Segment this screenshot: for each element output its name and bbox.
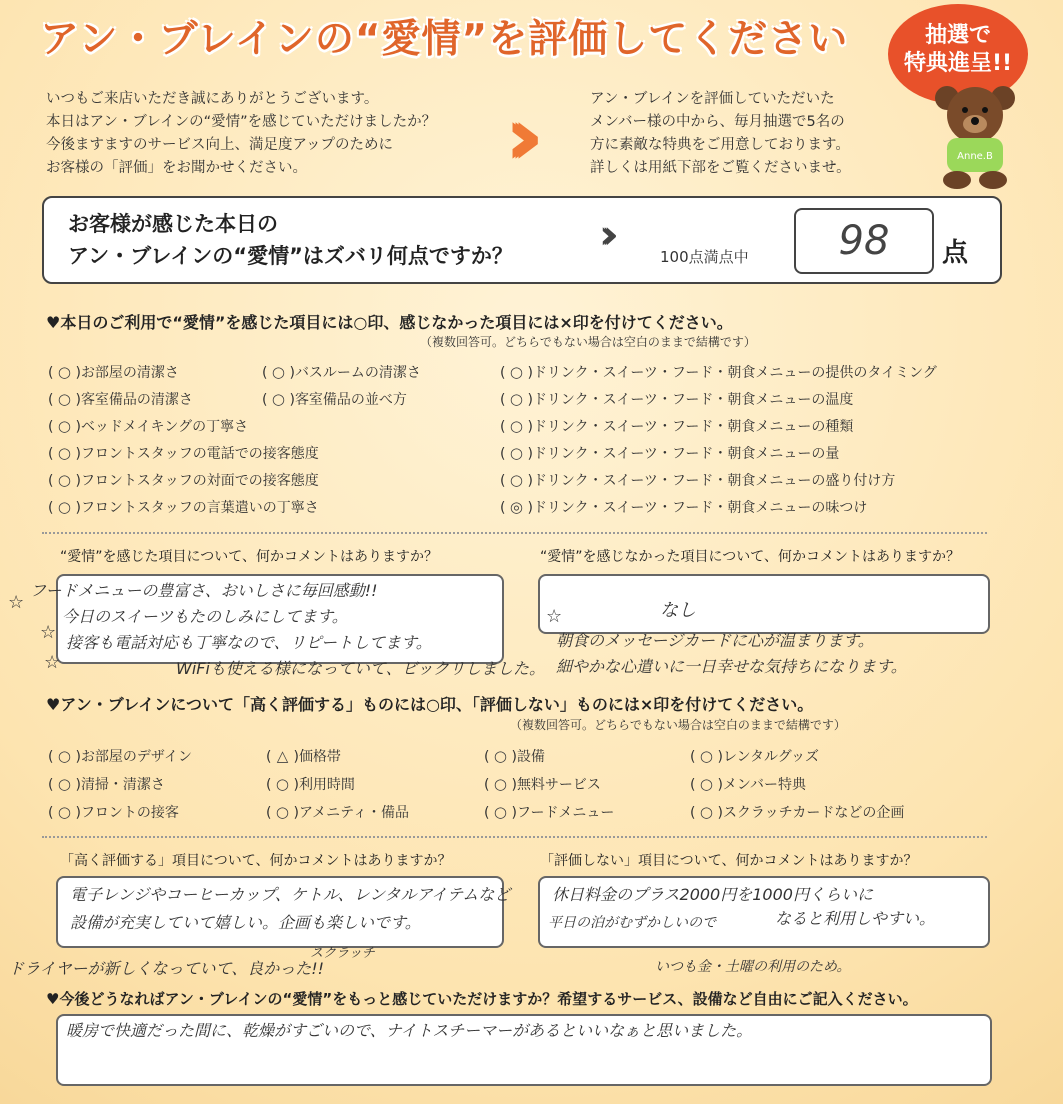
- score-question: [68, 208, 513, 272]
- handwritten-line: なると利用しやすい。: [775, 909, 936, 928]
- intro-left: [46, 88, 516, 180]
- checkbox-item[interactable]: ( ○ )バスルームの清潔さ: [262, 363, 421, 381]
- star-icon: ☆: [546, 606, 563, 627]
- item-label: 客室備品の清潔さ: [80, 392, 193, 408]
- handwritten-line: 朝食のメッセージカードに心が温まります。: [556, 631, 874, 650]
- intro-right-line: アン・ブレインを評価していただいた: [590, 91, 835, 107]
- comment-love-label: “愛情”を感じた項目について、何かコメントはありますか？: [60, 549, 438, 565]
- comment-low-label: 「評価しない」項目について、何かコメントはありますか？: [540, 853, 918, 869]
- item-label: 無料サービス: [516, 777, 601, 793]
- mark: ○: [57, 747, 72, 765]
- item-label: レンタルグッズ: [722, 749, 820, 765]
- checkbox-item[interactable]: ( ○ )清掃・清潔さ: [48, 775, 165, 793]
- handwritten-line: 接客も電話対応も丁寧なので、リピートしてます。: [66, 633, 432, 652]
- star-icon: ☆: [8, 592, 25, 613]
- checkbox-item[interactable]: ( ○ )ドリンク・スイーツ・フード・朝食メニューの盛り付け方: [500, 471, 896, 489]
- intro-left-line: 今後ますますのサービス向上、満足度アップのために: [46, 137, 393, 153]
- item-label: 清掃・清潔さ: [80, 777, 165, 793]
- mark: ○: [493, 803, 508, 821]
- item-label: スクラッチカードなどの企画: [722, 805, 905, 821]
- checkbox-item[interactable]: ( ○ )設備: [484, 747, 545, 765]
- section2-heading: ♥アン・ブレインについて「高く評価する」ものには○印、「評価しない」ものには×印を付けてください。: [46, 695, 814, 714]
- checkbox-item[interactable]: ( ○ )客室備品の清潔さ: [48, 390, 193, 408]
- mark: ○: [57, 390, 72, 408]
- mark: ○: [509, 444, 524, 462]
- checkbox-item[interactable]: ( ○ )客室備品の並べ方: [262, 390, 407, 408]
- checkbox-item[interactable]: ( ○ )フロントスタッフの電話での接客態度: [48, 444, 319, 462]
- item-label: ドリンク・スイーツ・フード・朝食メニューの量: [532, 446, 840, 462]
- item-label: ベッドメイキングの丁寧さ: [80, 419, 249, 435]
- score-question-line2: アン・ブレインの“愛情”はズバリ何点ですか？: [68, 244, 513, 268]
- item-label: 客室備品の並べ方: [294, 392, 407, 408]
- comment-high-label: 「高く評価する」項目について、何かコメントはありますか？: [60, 853, 452, 869]
- badge-line2: 特典進呈!!: [903, 51, 1013, 76]
- mark: ○: [271, 363, 286, 381]
- teddy-bear-icon: [925, 80, 1025, 190]
- mark: ○: [57, 471, 72, 489]
- intro-right-line: 詳しくは用紙下部をご覧くださいませ。: [590, 160, 851, 176]
- item-label: フロントの接客: [80, 805, 179, 821]
- page-title: アン・ブレインの“愛情”を評価してください: [40, 17, 849, 62]
- score-field[interactable]: 98: [794, 208, 934, 274]
- mark: ○: [699, 775, 714, 793]
- score-box: [42, 196, 1002, 284]
- item-label: お部屋の清潔さ: [80, 365, 179, 381]
- intro-right: [590, 88, 920, 180]
- mark: ○: [493, 747, 508, 765]
- handwritten-line: 電子レンジやコーヒーカップ、ケトル、レンタルアイテムなど: [70, 885, 511, 904]
- checkbox-item[interactable]: ( ○ )フロントスタッフの言葉遣いの丁寧さ: [48, 498, 319, 516]
- handwritten-line: 暖房で快適だった間に、乾燥がすごいので、ナイトスチーマーがあるといいなぁと思いました。: [66, 1021, 753, 1040]
- handwritten-line: ドライヤーが新しくなっていて、良かった!!: [8, 959, 325, 978]
- item-label: 価格帯: [298, 749, 341, 765]
- checkbox-item[interactable]: ( ○ )アメニティ・備品: [266, 803, 409, 821]
- checkbox-item[interactable]: ( ○ )フロントスタッフの対面での接客態度: [48, 471, 319, 489]
- handwritten-line: なし: [660, 600, 696, 621]
- checkbox-item[interactable]: ( ○ )ドリンク・スイーツ・フード・朝食メニューの温度: [500, 390, 854, 408]
- checkbox-item[interactable]: ( ○ )お部屋の清潔さ: [48, 363, 179, 381]
- item-label: お部屋のデザイン: [80, 749, 192, 765]
- mark: ○: [57, 363, 72, 381]
- intro-right-line: 方に素敵な特典をご用意しております。: [590, 137, 850, 153]
- intro-right-line: メンバー様の中から、毎月抽選で5名の: [590, 114, 845, 130]
- handwritten-line: 平日の泊がむずかしいので: [548, 915, 716, 931]
- mark: ○: [509, 390, 524, 408]
- checkbox-item[interactable]: ( ○ )利用時間: [266, 775, 355, 793]
- badge-line1: 抽選で: [924, 23, 991, 48]
- score-max-label: 100点満点中: [660, 248, 749, 266]
- item-label: フロントスタッフの対面での接客態度: [80, 473, 319, 489]
- section3-heading: ♥今後どうなればアン・ブレインの“愛情”をもっと感じていただけますか？希望するサービス、設備など自由にご記入ください。: [46, 990, 918, 1008]
- score-chevron-icon: ›››: [599, 212, 605, 258]
- score-question-line1: お客様が感じた本日の: [68, 212, 278, 236]
- divider: [42, 532, 987, 534]
- mark: ◎: [509, 498, 524, 516]
- intro-left-line: お客様の「評価」をお聞かせください。: [46, 160, 307, 176]
- handwritten-line: いつも金・土曜の利用のため。: [655, 959, 851, 975]
- star-icon: ☆: [40, 622, 57, 643]
- mark: ○: [509, 471, 524, 489]
- mark: ○: [509, 417, 524, 435]
- handwritten-line: 休日料金のプラス2000円を1000円くらいに: [552, 885, 873, 904]
- checkbox-item[interactable]: ( ◎ )ドリンク・スイーツ・フード・朝食メニューの味つけ: [500, 498, 868, 516]
- checkbox-item[interactable]: ( ○ )レンタルグッズ: [690, 747, 820, 765]
- section1-heading: ♥本日のご利用で“愛情”を感じた項目には○印、感じなかった項目には×印を付けてください。: [46, 313, 733, 332]
- item-label: ドリンク・スイーツ・フード・朝食メニューの種類: [532, 419, 854, 435]
- item-label: フロントスタッフの電話での接客態度: [80, 446, 319, 462]
- item-label: 利用時間: [298, 777, 355, 793]
- handwritten-line: 設備が充実していて嬉しい。企画も楽しいです。: [70, 913, 421, 932]
- mark: ○: [57, 803, 72, 821]
- item-label: アメニティ・備品: [298, 805, 409, 821]
- intro-left-line: いつもご来店いただき誠にありがとうございます。: [46, 91, 379, 107]
- score-unit: 点: [942, 238, 969, 268]
- item-label: ドリンク・スイーツ・フード・朝食メニューの提供のタイミング: [532, 365, 937, 381]
- mark: ○: [57, 444, 72, 462]
- divider: [42, 836, 987, 838]
- mark: △: [276, 747, 289, 765]
- mark: ○: [699, 747, 714, 765]
- mark: ○: [57, 498, 72, 516]
- item-label: フロントスタッフの言葉遣いの丁寧さ: [80, 500, 319, 516]
- section2-note: （複数回答可。どちらでもない場合は空白のままで結構です）: [510, 718, 846, 732]
- checkbox-item[interactable]: ( ○ )フードメニュー: [484, 803, 615, 821]
- mark: ○: [275, 803, 290, 821]
- checkbox-item[interactable]: ( △ )価格帯: [266, 747, 341, 765]
- checkbox-item[interactable]: ( ○ )無料サービス: [484, 775, 601, 793]
- handwritten-line: 今日のスイーツもたのしみにしてます。: [62, 607, 348, 626]
- checkbox-item[interactable]: ( ○ )ドリンク・スイーツ・フード・朝食メニューの量: [500, 444, 840, 462]
- chevron-arrows-icon: ›››: [505, 90, 514, 183]
- item-label: ドリンク・スイーツ・フード・朝食メニューの温度: [532, 392, 854, 408]
- mark: ○: [275, 775, 290, 793]
- checkbox-item[interactable]: ( ○ )フロントの接客: [48, 803, 179, 821]
- checkbox-item[interactable]: ( ○ )お部屋のデザイン: [48, 747, 192, 765]
- mark: ○: [57, 417, 72, 435]
- mark: ○: [271, 390, 286, 408]
- handwritten-line: WiFiも使える様になっていて、ビックリしました。: [176, 659, 545, 678]
- checkbox-item[interactable]: ( ○ )スクラッチカードなどの企画: [690, 803, 905, 821]
- comment-nolove-field[interactable]: [538, 574, 990, 634]
- mark: ○: [57, 775, 72, 793]
- comment-nolove-label: “愛情”を感じなかった項目について、何かコメントはありますか？: [540, 549, 960, 565]
- checkbox-item[interactable]: ( ○ )メンバー特典: [690, 775, 806, 793]
- handwritten-line: フードメニューの豊富さ、おいしさに毎回感動!!: [30, 581, 378, 600]
- mark: ○: [699, 803, 714, 821]
- handwritten-line: 細やかな心遣いに一日幸せな気持ちになります。: [556, 657, 907, 676]
- mark: ○: [509, 363, 524, 381]
- item-label: 設備: [516, 749, 545, 765]
- checkbox-item[interactable]: ( ○ )ドリンク・スイーツ・フード・朝食メニューの提供のタイミング: [500, 363, 937, 381]
- item-label: ドリンク・スイーツ・フード・朝食メニューの盛り付け方: [532, 473, 896, 489]
- mark: ○: [493, 775, 508, 793]
- intro-left-line: 本日はアン・ブレインの“愛情”を感じていただけましたか？: [46, 114, 437, 130]
- item-label: バスルームの清潔さ: [294, 365, 421, 381]
- handwritten-line: スクラッチ: [310, 946, 375, 961]
- item-label: フードメニュー: [516, 805, 615, 821]
- checkbox-item[interactable]: ( ○ )ドリンク・スイーツ・フード・朝食メニューの種類: [500, 417, 854, 435]
- bear-shirt-text: Anne.B: [957, 151, 993, 162]
- item-label: メンバー特典: [722, 777, 806, 793]
- section1-note: （複数回答可。どちらでもない場合は空白のままで結構です）: [420, 335, 756, 349]
- star-icon: ☆: [44, 652, 61, 673]
- checkbox-item[interactable]: ( ○ )ベッドメイキングの丁寧さ: [48, 417, 249, 435]
- item-label: ドリンク・スイーツ・フード・朝食メニューの味つけ: [532, 500, 868, 516]
